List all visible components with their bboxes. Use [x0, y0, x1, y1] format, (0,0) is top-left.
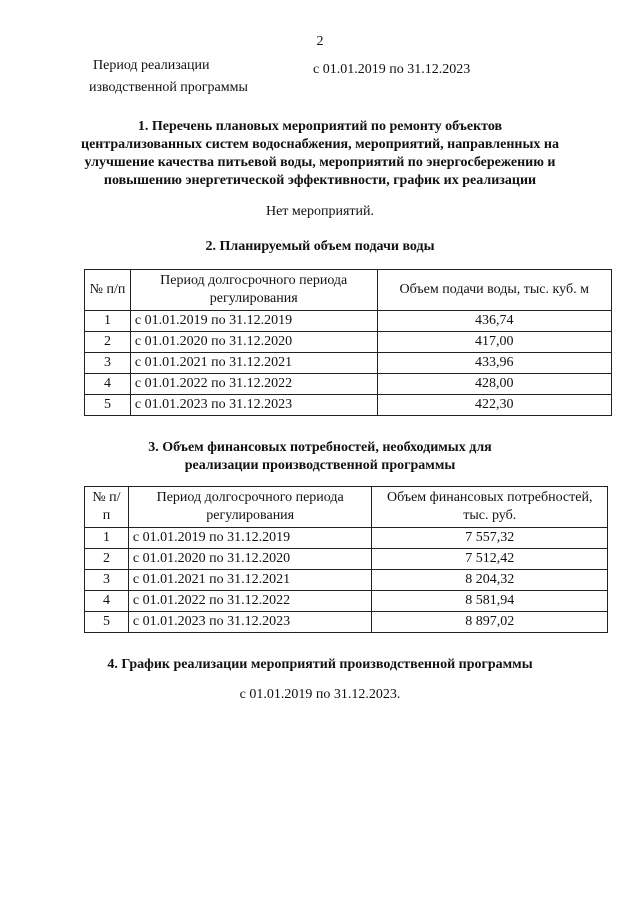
- row-value: 7 557,32: [372, 528, 608, 549]
- period-value: с 01.01.2019 по 31.12.2023: [313, 62, 471, 77]
- row-number: 1: [85, 311, 131, 332]
- header-volume: Объем подачи воды, тыс. куб. м: [377, 270, 612, 311]
- row-value: 417,00: [377, 332, 612, 353]
- page-number: 2: [316, 34, 324, 49]
- row-number: 3: [85, 570, 129, 591]
- row-period: с 01.01.2019 по 31.12.2019: [128, 528, 372, 549]
- row-number: 3: [85, 353, 131, 374]
- row-number: 5: [85, 612, 129, 633]
- table-row: [85, 570, 608, 591]
- row-number: 2: [85, 549, 129, 570]
- table-row: [85, 332, 612, 353]
- row-number: 2: [85, 332, 131, 353]
- table-header-row: [85, 270, 612, 311]
- header-number: № п/п: [85, 270, 131, 311]
- section4-heading: 4. График реализации мероприятий производственной программы: [107, 657, 533, 672]
- row-value: 433,96: [377, 353, 612, 374]
- row-period: с 01.01.2023 по 31.12.2023: [128, 612, 372, 633]
- row-period: с 01.01.2019 по 31.12.2019: [130, 311, 377, 332]
- row-number: 4: [85, 591, 129, 612]
- section3-heading-line: реализации производственной программы: [184, 458, 456, 473]
- row-period: с 01.01.2022 по 31.12.2022: [128, 591, 372, 612]
- water-volume-table: [84, 269, 612, 416]
- header-finance: Объем финансовых потребностей, тыс. руб.: [372, 487, 608, 528]
- section1-heading-line: повышению энергетической эффективности, график их реализации: [103, 173, 537, 188]
- header-period: Период долгосрочного периода регулирования: [130, 270, 377, 311]
- header-number: № п/п: [85, 487, 129, 528]
- table-row: [85, 353, 612, 374]
- row-period: с 01.01.2023 по 31.12.2023: [130, 395, 377, 416]
- table-row: [85, 395, 612, 416]
- table-header-row: [85, 487, 608, 528]
- section3-heading: [0, 439, 640, 475]
- section1-heading-line: 1. Перечень плановых мероприятий по ремонту объектов: [137, 119, 503, 134]
- period-label: [89, 55, 248, 99]
- row-number: 5: [85, 395, 131, 416]
- section1-heading: [0, 118, 640, 190]
- row-value: 7 512,42: [372, 549, 608, 570]
- row-value: 8 581,94: [372, 591, 608, 612]
- header-period: Период долгосрочного периода регулирования: [128, 487, 372, 528]
- section4-period: с 01.01.2019 по 31.12.2023.: [239, 687, 401, 702]
- section1-heading-line: улучшение качества питьевой воды, мероприятий по энергосбережению и: [84, 155, 556, 170]
- row-period: с 01.01.2020 по 31.12.2020: [130, 332, 377, 353]
- row-period: с 01.01.2021 по 31.12.2021: [128, 570, 372, 591]
- row-value: 8 204,32: [372, 570, 608, 591]
- period-label-line1: Период реализации: [93, 58, 210, 73]
- table-row: [85, 528, 608, 549]
- table-row: [85, 612, 608, 633]
- row-value: 8 897,02: [372, 612, 608, 633]
- section3-heading-line: 3. Объем финансовых потребностей, необходимых для: [148, 440, 492, 455]
- period-label-line2: изводственной программы: [89, 80, 248, 95]
- table-row: [85, 374, 612, 395]
- row-period: с 01.01.2020 по 31.12.2020: [128, 549, 372, 570]
- table-row: [85, 549, 608, 570]
- row-value: 428,00: [377, 374, 612, 395]
- financial-needs-table: [84, 486, 608, 633]
- table-row: [85, 311, 612, 332]
- section1-heading-line: централизованных систем водоснабжения, мероприятий, направленных на: [81, 137, 559, 152]
- row-number: 4: [85, 374, 131, 395]
- table-row: [85, 591, 608, 612]
- row-number: 1: [85, 528, 129, 549]
- section2-heading: 2. Планируемый объем подачи воды: [205, 239, 435, 254]
- row-period: с 01.01.2021 по 31.12.2021: [130, 353, 377, 374]
- row-period: с 01.01.2022 по 31.12.2022: [130, 374, 377, 395]
- section1-note: Нет мероприятий.: [265, 204, 375, 219]
- row-value: 436,74: [377, 311, 612, 332]
- row-value: 422,30: [377, 395, 612, 416]
